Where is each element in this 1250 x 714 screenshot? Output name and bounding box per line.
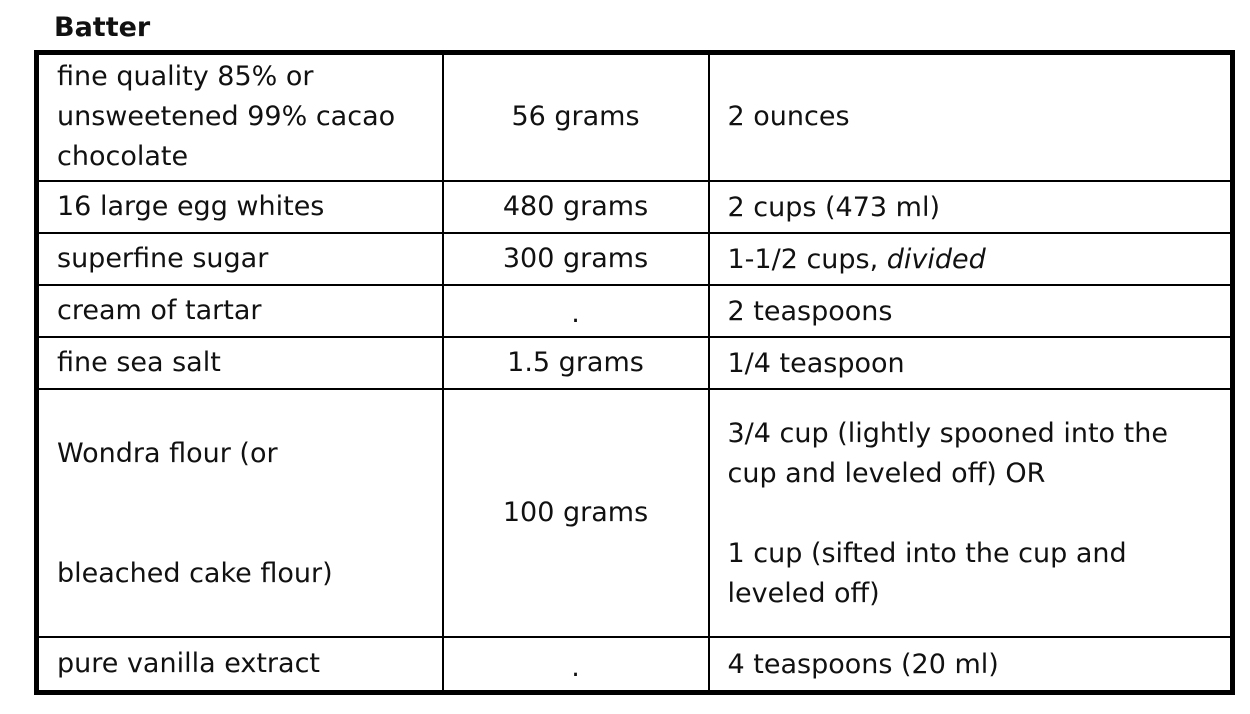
table-row [37,389,1233,637]
volume-text: 1 cup (sifted into the cup and [727,537,1127,569]
ingredient-cell: superfine sugar [37,233,443,285]
ingredient-cell: 16 large egg whites [37,181,443,233]
table-row [37,285,1233,337]
metric-cell: 300 grams [443,233,709,285]
metric-cell: . [443,285,709,337]
volume-cell: 2 teaspoons [709,285,1233,337]
volume-cell: 1/4 teaspoon [709,337,1233,389]
volume-cell: 2 cups (473 ml) [709,181,1233,233]
ingredient-text: unsweetened 99% cacao [57,101,396,133]
volume-cell [709,389,1233,637]
volume-emphasis: divided [886,243,986,275]
table-row [37,181,1233,233]
volume-text: leveled off) [727,577,880,609]
table-row [37,337,1233,389]
metric-cell: 1.5 grams [443,337,709,389]
ingredient-text: Wondra flour (or [57,437,278,469]
metric-cell: 56 grams [443,53,709,181]
ingredient-cell [37,389,443,637]
metric-cell: 480 grams [443,181,709,233]
table-row [37,233,1233,285]
ingredient-text: bleached cake flour) [57,557,333,589]
ingredients-table [34,50,1235,695]
ingredient-cell: cream of tartar [37,285,443,337]
volume-cell: 4 teaspoons (20 ml) [709,637,1233,693]
ingredient-cell [37,53,443,181]
ingredient-text: chocolate [57,141,189,173]
table-row [37,53,1233,181]
volume-text: 2 ounces [727,101,850,133]
section-title: Batter [54,12,151,43]
metric-cell: . [443,637,709,693]
table-row [37,637,1233,693]
volume-cell [709,53,1233,181]
ingredient-text: fine quality 85% or [57,61,314,93]
volume-text: 1-1/2 cups, [727,243,887,275]
volume-cell [709,233,1233,285]
metric-cell: 100 grams [443,389,709,637]
ingredient-cell: fine sea salt [37,337,443,389]
ingredient-cell: pure vanilla extract [37,637,443,693]
volume-text: 3/4 cup (lightly spooned into the [727,417,1168,449]
volume-text: cup and leveled off) OR [727,457,1046,489]
